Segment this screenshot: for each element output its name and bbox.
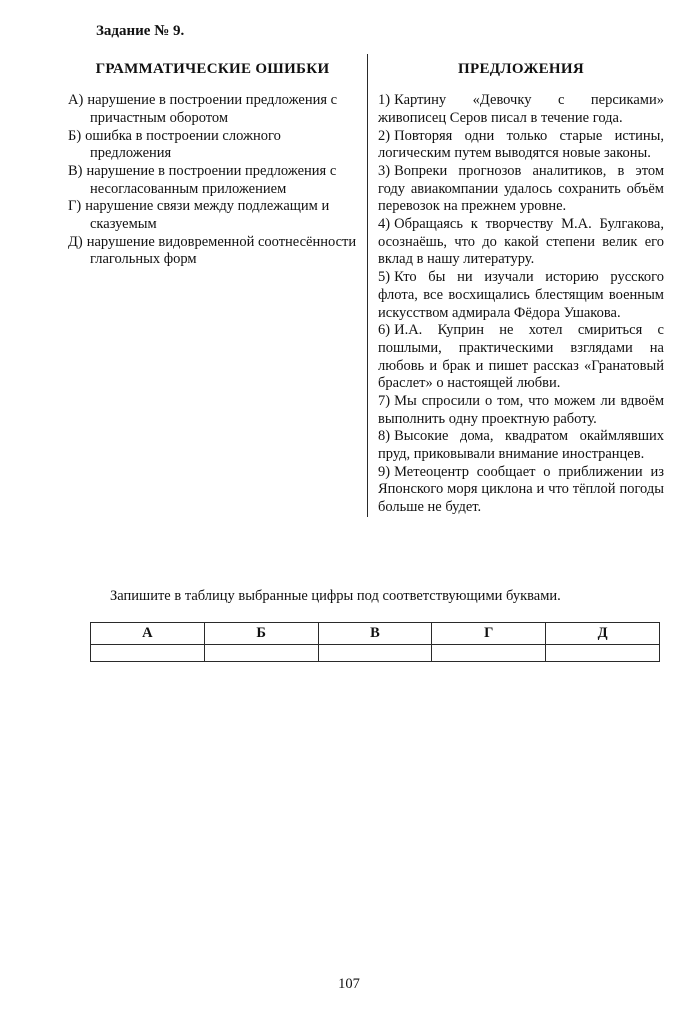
sentence-item <box>378 393 664 428</box>
error-text: нарушение в построении предложения с причастным оборотом <box>87 92 338 126</box>
error-text: нарушение видовременной соотнесённости глагольных форм <box>86 233 357 268</box>
error-item <box>68 92 357 127</box>
sentences-column-header: ПРЕДЛОЖЕНИЯ <box>458 61 584 77</box>
answer-table <box>90 622 660 662</box>
error-text: нарушение в построении предложения с несогласованным приложением <box>86 163 337 197</box>
errors-column-header: ГРАММАТИЧЕСКИЕ ОШИБКИ <box>95 61 330 77</box>
sentence-number: 4) <box>378 216 391 233</box>
error-label: Г) <box>68 198 82 215</box>
answer-value-cell <box>91 645 205 662</box>
sentence-number: 6) <box>378 322 391 339</box>
answer-value-cell <box>204 645 318 662</box>
error-label: Б) <box>68 127 82 144</box>
sentence-text: Картину «Девочку с персиками» живописец Серов писал в течение года. <box>378 92 664 126</box>
error-item <box>68 198 357 233</box>
sentence-number: 9) <box>378 463 391 480</box>
sentence-item <box>378 464 664 517</box>
sentence-item <box>378 269 664 322</box>
answer-table-value-row <box>91 645 660 662</box>
errors-column <box>68 54 368 517</box>
answer-header-cell: В <box>318 623 432 645</box>
error-text: ошибка в построении сложного предложения <box>85 127 281 162</box>
sentence-text: Мы спросили о том, что можем ли вдвоём выполнить одну проектную работу. <box>378 392 664 427</box>
sentence-item <box>378 163 664 216</box>
sentence-number: 2) <box>378 127 391 144</box>
sentence-text: Обращаясь к творчеству М.А. Булгакова, осознаёшь, что до какой степени велик его вклад в нашу литературу. <box>378 216 664 268</box>
sentence-number: 5) <box>378 269 391 286</box>
error-label: А) <box>68 92 84 109</box>
sentence-item <box>378 92 664 127</box>
error-label: В) <box>68 163 83 180</box>
sentence-number: 1) <box>378 92 391 109</box>
sentence-text: Метеоцентр сообщает о приближении из Японского моря циклона и что тёплой погоды больше не будет. <box>378 463 664 516</box>
page-number: 107 <box>338 976 360 992</box>
sentence-item <box>378 128 664 163</box>
sentence-number: 3) <box>378 163 391 180</box>
error-label: Д) <box>68 233 83 250</box>
sentence-text: Повторяя одни только старые истины, логическим путем выводятся новые законы. <box>378 127 664 162</box>
sentence-text: Кто бы ни изучали историю русского флота, все восхищались блестящим военным искусством адмирала Фёдора Ушакова. <box>378 269 664 321</box>
sentence-number: 8) <box>378 428 391 445</box>
sentence-text: Высокие дома, квадратом окаймлявших пруд, приковывали внимание иностранцев. <box>378 428 664 463</box>
answer-value-cell <box>546 645 660 662</box>
error-item <box>68 234 357 269</box>
instruction-text: Запишите в таблицу выбранные цифры под соответствующими буквами. <box>110 588 561 604</box>
error-item <box>68 163 357 198</box>
answer-header-cell: А <box>91 623 205 645</box>
sentence-text: И.А. Куприн не хотел смириться с пошлыми, практическими взглядами на любовь и брак и пишет рассказ «Гранатовый браслет» о настоящей любви. <box>378 322 664 392</box>
answer-value-cell <box>432 645 546 662</box>
answer-header-cell: Д <box>546 623 660 645</box>
error-text: нарушение связи между подлежащим и сказуемым <box>85 198 330 233</box>
sentence-item <box>378 216 664 269</box>
matching-columns <box>68 54 664 517</box>
sentence-number: 7) <box>378 392 391 409</box>
sentence-text: Вопреки прогнозов аналитиков, в этом году авиакомпании удалось сохранить объём перевозок на прежнем уровне. <box>378 163 664 215</box>
answer-header-cell: Г <box>432 623 546 645</box>
answer-value-cell <box>318 645 432 662</box>
sentence-item <box>378 428 664 463</box>
answer-table-header-row <box>91 623 660 645</box>
sentences-column <box>368 54 664 517</box>
answer-header-cell: Б <box>204 623 318 645</box>
error-item <box>68 128 357 163</box>
task-title: Задание № 9. <box>96 23 185 39</box>
sentence-item <box>378 322 664 393</box>
